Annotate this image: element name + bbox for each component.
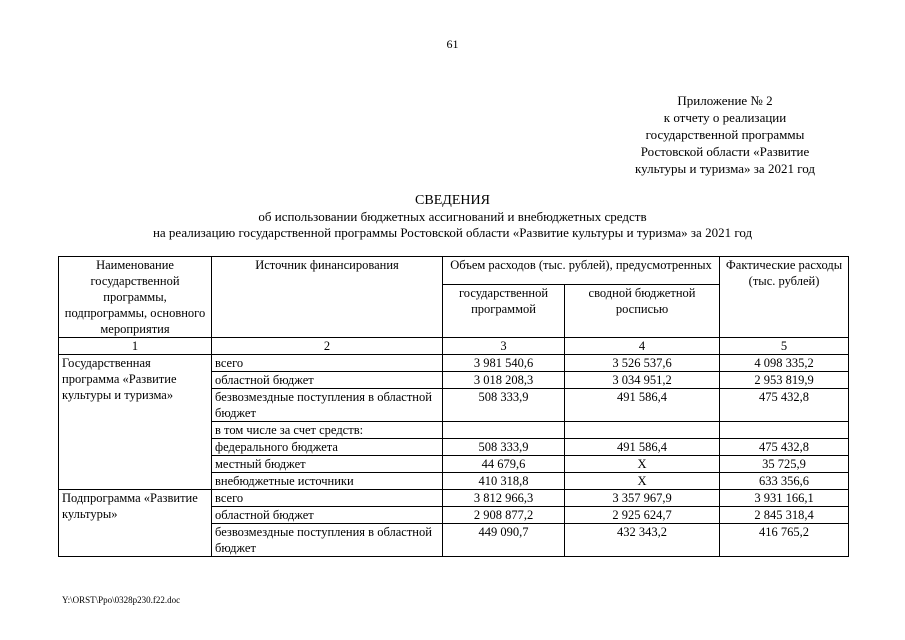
actual-value: 475 432,8 <box>720 389 849 422</box>
funding-source: всего <box>212 490 443 507</box>
state-program-value: 3 981 540,6 <box>443 355 565 372</box>
budget-list-value <box>565 422 720 439</box>
appendix-line: культуры и туризма» за 2021 год <box>635 161 815 176</box>
funding-source: областной бюджет <box>212 372 443 389</box>
state-program-value: 3 812 966,3 <box>443 490 565 507</box>
subprogram-name: Подпрограмма «Развитие культуры» <box>59 490 212 557</box>
budget-list-value: 3 526 537,6 <box>565 355 720 372</box>
actual-value <box>720 422 849 439</box>
state-program-value: 44 679,6 <box>443 456 565 473</box>
funding-source: внебюджетные источники <box>212 473 443 490</box>
header-budget-list: сводной бюджетной росписью <box>565 284 720 337</box>
header-actual-expenses: Фактические расходы (тыс. рублей) <box>720 257 849 338</box>
expenditure-table <box>58 256 849 557</box>
funding-source: местный бюджет <box>212 456 443 473</box>
file-path-footer: Y:\ORST\Ppo\0328p230.f22.doc <box>62 595 181 605</box>
column-number: 5 <box>720 338 849 355</box>
column-number: 3 <box>443 338 565 355</box>
appendix-line: Приложение № 2 <box>677 93 773 108</box>
header-funding-source: Источник финансирования <box>212 257 443 338</box>
funding-source: всего <box>212 355 443 372</box>
budget-list-value: 491 586,4 <box>565 439 720 456</box>
table-header-row <box>59 257 849 285</box>
funding-source: областной бюджет <box>212 507 443 524</box>
page-number: 61 <box>446 37 459 51</box>
state-program-value: 508 333,9 <box>443 439 565 456</box>
budget-list-value: X <box>565 473 720 490</box>
appendix-line: государственной программы <box>645 127 805 142</box>
actual-value: 475 432,8 <box>720 439 849 456</box>
document-subtitle: на реализацию государственной программы Ростовской области «Развитие культуры и туризма» за 2021 год <box>152 225 753 240</box>
column-number: 1 <box>59 338 212 355</box>
appendix-line: Ростовской области «Развитие <box>640 144 810 159</box>
funding-source: безвозмездные поступления в областной бюджет <box>212 524 443 557</box>
funding-source: безвозмездные поступления в областной бюджет <box>212 389 443 422</box>
budget-list-value: 491 586,4 <box>565 389 720 422</box>
budget-list-value: X <box>565 456 720 473</box>
appendix-note <box>600 92 850 177</box>
state-program-value: 449 090,7 <box>443 524 565 557</box>
state-program-value <box>443 422 565 439</box>
actual-value: 2 953 819,9 <box>720 372 849 389</box>
column-number: 2 <box>212 338 443 355</box>
budget-list-value: 2 925 624,7 <box>565 507 720 524</box>
column-number-row <box>59 338 849 355</box>
actual-value: 4 098 335,2 <box>720 355 849 372</box>
document-subtitle: об использовании бюджетных ассигнований и внебюджетных средств <box>258 209 647 224</box>
document-heading <box>0 192 905 241</box>
actual-value: 633 356,6 <box>720 473 849 490</box>
funding-source: в том числе за счет средств: <box>212 422 443 439</box>
budget-list-value: 432 343,2 <box>565 524 720 557</box>
table-row <box>59 355 849 372</box>
document-title: СВЕДЕНИЯ <box>415 193 490 208</box>
table-row <box>59 490 849 507</box>
column-number: 4 <box>565 338 720 355</box>
state-program-value: 3 018 208,3 <box>443 372 565 389</box>
program-name: Государственная программа «Развитие культуры и туризма» <box>59 355 212 490</box>
actual-value: 35 725,9 <box>720 456 849 473</box>
state-program-value: 508 333,9 <box>443 389 565 422</box>
budget-list-value: 3 034 951,2 <box>565 372 720 389</box>
state-program-value: 2 908 877,2 <box>443 507 565 524</box>
appendix-line: к отчету о реализации <box>663 110 787 125</box>
header-state-program: государственной программой <box>443 284 565 337</box>
funding-source: федерального бюджета <box>212 439 443 456</box>
actual-value: 3 931 166,1 <box>720 490 849 507</box>
header-planned-expenses: Объем расходов (тыс. рублей), предусмотренных <box>443 257 720 285</box>
actual-value: 2 845 318,4 <box>720 507 849 524</box>
header-program-name: Наименование государственной программы, подпрограммы, основного мероприятия <box>59 257 212 338</box>
state-program-value: 410 318,8 <box>443 473 565 490</box>
budget-list-value: 3 357 967,9 <box>565 490 720 507</box>
actual-value: 416 765,2 <box>720 524 849 557</box>
